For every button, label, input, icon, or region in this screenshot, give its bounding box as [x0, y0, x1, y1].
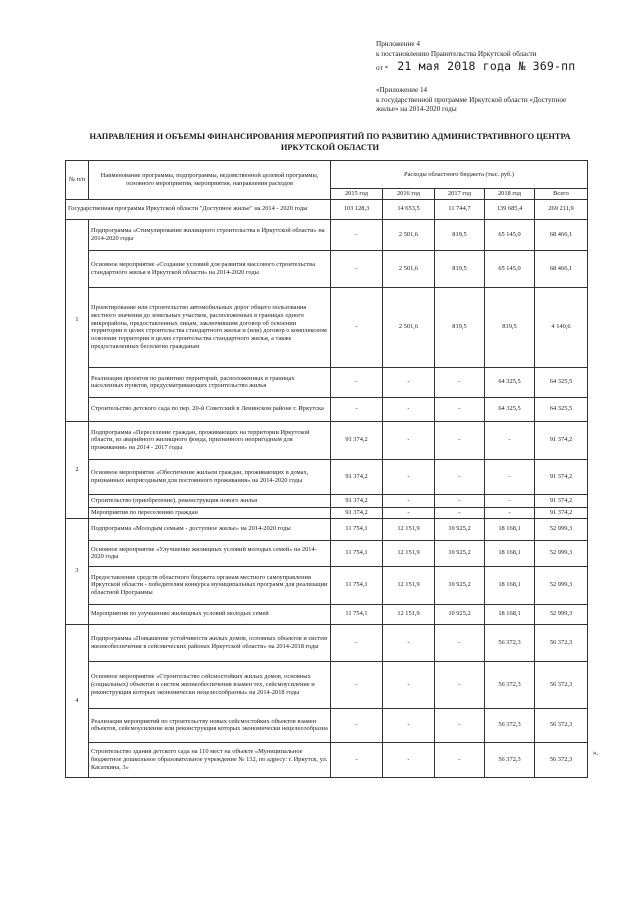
row-name: Строительство здания детского сада на 110 мест на объекте «Муниципальное бюджетное дошкольное образовательное учреждение № 132, по адресу: г. Иркутск, ул. Касаткина, 3»: [89, 742, 331, 777]
row-value: 56 372,3: [485, 742, 535, 777]
row-value: -: [485, 494, 535, 507]
row-value: 10 925,2: [435, 604, 485, 624]
table-row: [66, 540, 588, 566]
table-row: [66, 507, 588, 518]
table-row: [66, 742, 588, 777]
row-value: 91 374,2: [535, 459, 588, 494]
row-value: 2 501,6: [383, 250, 435, 287]
row-value: -: [331, 661, 383, 708]
row-value: 10 925,2: [435, 518, 485, 540]
row-name: Основное мероприятие «Строительство сейсмостойких жилых домов, основных (социальных) объектов и систем жизнеобеспечения взамен тех, сейсмоусиление и реконструкция которых экономически нецелесообразны» на 2014-2018 годы: [89, 661, 331, 708]
row-name: Мероприятия по улучшению жилищных условий молодых семей: [89, 604, 331, 624]
row-value: -: [435, 624, 485, 661]
table-row: [66, 459, 588, 494]
row-value: 2 501,6: [383, 219, 435, 250]
row-value: -: [331, 397, 383, 421]
row-value: 18 168,1: [485, 604, 535, 624]
row-value: 65 145,0: [485, 250, 535, 287]
row-name: Предоставление средств областного бюджета органам местного самоуправления Иркутской области - победителям конкурса муниципальных программ для реализации областной Программы: [89, 566, 331, 604]
row-value: 52 999,3: [535, 604, 588, 624]
row-name: Реализация проектов по развитию территорий, расположенных в границах населенных пунктов, предусматривающих строительство жилья: [89, 367, 331, 397]
row-value: -: [435, 459, 485, 494]
header-num: № п/п: [66, 161, 89, 200]
row-value: 56 372,3: [535, 742, 588, 777]
row-value: -: [331, 219, 383, 250]
row-value: 64 325,5: [535, 397, 588, 421]
row-value: -: [383, 624, 435, 661]
row-value: 18 168,1: [485, 518, 535, 540]
row-value: 18 168,1: [485, 540, 535, 566]
row-value: -: [383, 421, 435, 459]
row-value: -: [331, 287, 383, 367]
row-value: -: [435, 661, 485, 708]
row-value: -: [383, 708, 435, 742]
row-value: 11 754,1: [331, 604, 383, 624]
row-value: -: [383, 661, 435, 708]
row-name: Проектирование или строительство автомобильных дорог общего пользования местного значения до земельных участков, расположенных в границах одного микрорайона, предоставленных лицам, заключившим договор об освоении территории в целях строительства стандартного жилья и (или) договор о комплексном освоении территории в целях строительства стандартного жилья, а также предоставленных бесплатно гражданам: [89, 287, 331, 367]
header-year-2018: 2018 год: [485, 189, 535, 200]
row-value: -: [383, 742, 435, 777]
row-value: 52 999,3: [535, 518, 588, 540]
header-year-2017: 2017 год: [435, 189, 485, 200]
row-value: -: [485, 459, 535, 494]
table-row: [66, 287, 588, 367]
row-value: 14 653,5: [383, 199, 435, 219]
row-value: 12 151,9: [383, 540, 435, 566]
table-row: [66, 624, 588, 661]
row-value: 103 128,3: [331, 199, 383, 219]
row-value: -: [435, 421, 485, 459]
table-row: [66, 397, 588, 421]
row-value: 10 925,2: [435, 566, 485, 604]
row-value: 11 754,1: [331, 518, 383, 540]
row-value: 819,5: [435, 219, 485, 250]
row-value: -: [331, 250, 383, 287]
header-total: Всего: [535, 189, 588, 200]
row-value: -: [331, 708, 383, 742]
title-line-2: ИРКУТСКОЙ ОБЛАСТИ: [280, 143, 380, 152]
row-name: Подпрограмма «Повышение устойчивости жилых домов, основных объектов и систем жизнеобеспечения в сейсмических районах Иркутской области» на 2014-2018 годы: [89, 624, 331, 661]
row-value: 11 754,1: [331, 540, 383, 566]
row-name: Государственная программа Иркутской области "Доступное жилье" на 2014 - 2020 годы: [66, 199, 331, 219]
table-row: [66, 367, 588, 397]
row-value: 56 372,3: [485, 708, 535, 742]
row-value: 819,5: [435, 287, 485, 367]
row-value: 56 372,3: [535, 661, 588, 708]
row-value: 56 372,3: [485, 661, 535, 708]
row-value: -: [383, 459, 435, 494]
row-value: 91 374,2: [331, 494, 383, 507]
row-value: 11 754,1: [331, 566, 383, 604]
row-value: 91 374,2: [535, 507, 588, 518]
date-stamp: 21 мая 2018 года № 369-пп: [397, 59, 576, 73]
row-value: -: [331, 742, 383, 777]
row-name: Основное мероприятие «Создание условий для развития массового строительства стандартного жилья в Иркутской области» на 2014-2020 годы: [89, 250, 331, 287]
table-row: [66, 219, 588, 250]
row-name: Мероприятия по переселению граждан: [89, 507, 331, 518]
appendix-ref: «Приложение 14: [376, 86, 428, 94]
row-value: 91 374,2: [331, 507, 383, 518]
row-value: 91 374,2: [535, 494, 588, 507]
row-name: Подпрограмма «Стимулирование жилищного строительства в Иркутской области» на 2014-2020 годы: [89, 219, 331, 250]
row-value: 52 999,3: [535, 540, 588, 566]
row-value: -: [383, 507, 435, 518]
row-value: -: [383, 494, 435, 507]
row-name: Подпрограмма «Молодым семьям - доступное жилье» на 2014-2020 годы: [89, 518, 331, 540]
row-value: 269 211,9: [535, 199, 588, 219]
row-value: 68 466,1: [535, 250, 588, 287]
row-value: -: [383, 367, 435, 397]
row-value: -: [485, 421, 535, 459]
program-ref-line-1: к государственной программе Иркутской области «Доступное: [376, 95, 567, 104]
row-value: -: [435, 708, 485, 742]
row-value: 91 374,2: [331, 421, 383, 459]
row-num: 4: [66, 624, 89, 777]
row-value: 2 501,6: [383, 287, 435, 367]
row-value: 52 999,3: [535, 566, 588, 604]
row-value: -: [435, 507, 485, 518]
row-name: Строительство (приобретение), реконструкция нового жилья: [89, 494, 331, 507]
date-prefix: от: [376, 64, 384, 72]
program-ref-line-2: жилье» на 2014-2020 годы: [376, 105, 457, 113]
row-value: 65 145,0: [485, 219, 535, 250]
row-value: -: [435, 397, 485, 421]
row-value: 64 325,5: [485, 367, 535, 397]
closing-mark: ».: [593, 749, 599, 757]
row-name: Строительство детского сада по пер. 20-й Советский в Ленинском районе г. Иркутска: [89, 397, 331, 421]
row-value: 11 744,7: [435, 199, 485, 219]
row-value: 139 685,4: [485, 199, 535, 219]
table-row: [66, 661, 588, 708]
table-row: [66, 708, 588, 742]
row-name: Подпрограмма «Переселение граждан, проживающих на территории Иркутской области, из аварийного жилищного фонда, признанного непригодным для проживания» на 2014 - 2017 годы: [89, 421, 331, 459]
table-row: [66, 518, 588, 540]
header-name: Наименование программы, подпрограммы, ведомственной целевой программы, основного мероприятия, мероприятия, направления расходов: [89, 161, 331, 200]
row-value: 91 374,2: [331, 459, 383, 494]
row-num: 3: [66, 518, 89, 624]
appendix-label: Приложение 4: [376, 40, 420, 48]
row-value: -: [435, 494, 485, 507]
row-value: 91 374,2: [535, 421, 588, 459]
row-value: 68 466,1: [535, 219, 588, 250]
row-value: 4 140,6: [535, 287, 588, 367]
financing-table: [65, 160, 588, 778]
row-value: 56 372,3: [535, 708, 588, 742]
row-name: Реализация мероприятий по строительству новых сейсмостойких объектов взамен объектов, сейсмоусиление или реконструкция которых экономически нецелесообразна: [89, 708, 331, 742]
row-value: -: [331, 624, 383, 661]
row-value: 819,5: [435, 250, 485, 287]
resolution-date: от- 21 мая 2018 года № 369-пп: [376, 59, 576, 73]
table-row: [66, 199, 588, 219]
table-row: [66, 250, 588, 287]
table-row: [66, 604, 588, 624]
row-value: -: [435, 367, 485, 397]
row-name: Основное мероприятие «Улучшение жилищных условий молодых семей» на 2014-2020 годы: [89, 540, 331, 566]
table-row: [66, 421, 588, 459]
row-value: 819,5: [485, 287, 535, 367]
row-value: 12 151,9: [383, 604, 435, 624]
row-value: 56 372,3: [535, 624, 588, 661]
row-value: 64 325,5: [535, 367, 588, 397]
row-value: 64 325,5: [485, 397, 535, 421]
row-num: 2: [66, 421, 89, 518]
appendix-header: [376, 40, 616, 115]
row-value: 56 372,3: [485, 624, 535, 661]
table-row: [66, 566, 588, 604]
header-year-2015: 2015 год: [331, 189, 383, 200]
header-budget: Расходы областного бюджета (тыс. руб.): [331, 161, 588, 189]
row-num: 1: [66, 219, 89, 421]
row-value: 12 151,9: [383, 518, 435, 540]
row-value: -: [485, 507, 535, 518]
row-value: 18 168,1: [485, 566, 535, 604]
document-title: [60, 131, 600, 153]
title-line-1: НАПРАВЛЕНИЯ И ОБЪЕМЫ ФИНАНСИРОВАНИЯ МЕРОПРИЯТИЙ ПО РАЗВИТИЮ АДМИНИСТРАТИВНОГО ЦЕНТРА: [89, 132, 571, 141]
resolution-label: к постановлению Правительства Иркутской области: [376, 49, 537, 58]
row-name: Основное мероприятие «Обеспечение жильем граждан, проживающих в домах, признанных непригодными для постоянного проживания» на 2014-2020 годы: [89, 459, 331, 494]
row-value: -: [383, 397, 435, 421]
row-value: -: [435, 742, 485, 777]
header-year-2016: 2016 год: [383, 189, 435, 200]
row-value: 12 151,9: [383, 566, 435, 604]
row-value: -: [331, 367, 383, 397]
table-row: [66, 494, 588, 507]
row-value: 10 925,2: [435, 540, 485, 566]
